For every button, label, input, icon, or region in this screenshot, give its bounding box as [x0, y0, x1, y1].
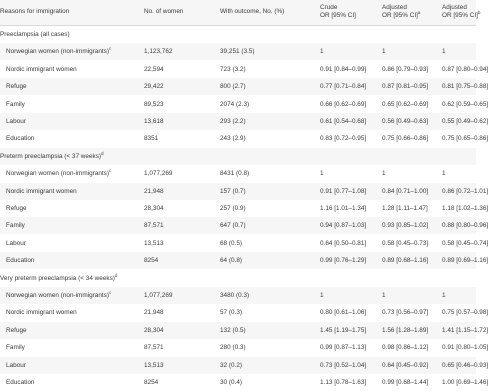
- row-label: Norwegian women (non-immigrants)$^c$: [6, 46, 112, 56]
- outcome-count: 68 (0.5): [220, 239, 243, 247]
- crude-or: 1.45 [1.19–1.75]: [320, 326, 367, 334]
- table-row: [0, 183, 488, 200]
- row-label: Norwegian women (non-immigrants)$^c$: [6, 168, 112, 178]
- crude-or: 0.99 [0.76–1.29]: [320, 257, 367, 265]
- header-crude-or: OR [95% CI]: [320, 12, 356, 19]
- adjusted-or-b: 1: [442, 170, 446, 178]
- adjusted-or-b: 0.75 [0.57–0.98]: [442, 309, 488, 317]
- table-row: [0, 357, 488, 374]
- table-row: [0, 322, 488, 339]
- row-label: Nordic immigrant women: [6, 65, 77, 73]
- women-count: 13,618: [144, 118, 164, 125]
- outcome-count: 30 (0.4): [220, 379, 243, 386]
- table-row: [0, 113, 488, 130]
- header-reasons: Reasons for immigration: [0, 8, 70, 15]
- outcome-count: 3480 (0.3): [220, 292, 250, 299]
- header-adjusted-b-or: OR [95% CI]$^b$: [442, 9, 481, 19]
- crude-or: 0.83 [0.72–0.95]: [320, 135, 367, 143]
- adjusted-or-a: 1: [382, 170, 386, 178]
- table-row: [0, 96, 488, 113]
- row-label: Labour: [6, 118, 26, 125]
- row-label: Education: [6, 135, 35, 143]
- adjusted-or-b: 0.91 [0.80–1.05]: [442, 344, 488, 352]
- header-with-outcome: With outcome, No. (%): [220, 8, 285, 15]
- adjusted-or-b: 0.62 [0.59–0.65]: [442, 100, 488, 108]
- table-row: [0, 339, 488, 356]
- adjusted-or-b: 0.86 [0.72–1.01]: [442, 187, 488, 195]
- row-label: Nordic immigrant women: [6, 309, 77, 317]
- adjusted-or-b: 1.41 [1.15–1.72]: [442, 326, 488, 334]
- women-count: 87,571: [144, 222, 164, 230]
- row-label: Refuge: [6, 83, 27, 91]
- row-label: Family: [6, 222, 25, 230]
- crude-or: 0.64 [0.50–0.81]: [320, 239, 367, 247]
- row-label: Education: [6, 379, 35, 386]
- adjusted-or-b: 0.88 [0.80–0.96]: [442, 222, 488, 230]
- adjusted-or-b: 0.81 [0.75–0.88]: [442, 83, 488, 91]
- outcome-count: 64 (0.8): [220, 257, 243, 265]
- crude-or: 0.91 [0.84–0.99]: [320, 65, 367, 73]
- adjusted-or-b: 1.00 [0.69–1.46]: [442, 379, 488, 386]
- adjusted-or-b: 0.87 [0.80–0.94]: [442, 65, 488, 73]
- women-count: 13,513: [144, 361, 164, 369]
- adjusted-or-a: 1.56 [1.28–1.89]: [382, 326, 429, 334]
- outcome-count: 157 (0.7): [220, 187, 246, 195]
- row-label: Refuge: [6, 326, 27, 334]
- header-adjusted-a: Adjusted: [382, 4, 407, 11]
- row-label: Education: [6, 257, 35, 265]
- table-row: [0, 78, 488, 95]
- adjusted-or-a: 0.84 [0.71–1.00]: [382, 187, 429, 195]
- crude-or: 0.99 [0.87–1.13]: [320, 344, 367, 352]
- adjusted-or-b: 1.18 [1.02–1.36]: [442, 205, 488, 212]
- women-count: 8254: [144, 379, 159, 386]
- row-label: Labour: [6, 361, 26, 369]
- row-label: Labour: [6, 239, 26, 247]
- adjusted-or-a: 0.86 [0.79–0.93]: [382, 65, 429, 73]
- adjusted-or-a: 0.64 [0.45–0.92]: [382, 361, 429, 369]
- outcome-count: 723 (3.2): [220, 65, 246, 73]
- row-label: Refuge: [6, 205, 27, 212]
- adjusted-or-a: 0.89 [0.68–1.16]: [382, 257, 429, 265]
- section-label: Preterm preeclampsia (< 37 weeks)$^d$: [0, 150, 104, 160]
- crude-or: 0.73 [0.52–1.04]: [320, 361, 367, 369]
- row-label: Nordic immigrant women: [6, 187, 77, 195]
- outcome-count: 800 (2.7): [220, 83, 246, 91]
- table-row: [0, 43, 476, 60]
- header-adjusted-a-or: OR [95% CI]$^a$: [382, 9, 421, 19]
- table-row: [0, 200, 488, 217]
- women-count: 13,513: [144, 239, 164, 247]
- outcome-count: 57 (0.3): [220, 309, 243, 317]
- women-count: 22,594: [144, 65, 164, 73]
- women-count: 1,077,269: [144, 170, 173, 178]
- outcome-count: 8431 (0.8): [220, 170, 250, 178]
- adjusted-or-a: 0.93 [0.85–1.02]: [382, 222, 429, 230]
- table-row: [0, 374, 488, 391]
- crude-or: 0.91 [0.77–1.08]: [320, 187, 367, 195]
- adjusted-or-a: 0.75 [0.66–0.86]: [382, 135, 429, 143]
- section-row: [0, 26, 476, 43]
- table-row: [0, 217, 488, 234]
- table-row: [0, 61, 488, 78]
- women-count: 28,304: [144, 326, 164, 334]
- adjusted-or-b: 0.75 [0.65–0.86]: [442, 135, 488, 143]
- crude-or: 1.13 [0.78–1.63]: [320, 379, 367, 386]
- adjusted-or-a: 0.99 [0.68–1.44]: [382, 379, 429, 386]
- adjusted-or-a: 0.73 [0.56–0.97]: [382, 309, 429, 317]
- adjusted-or-b: 0.58 [0.45–0.74]: [442, 239, 488, 247]
- header-adjusted-b: Adjusted: [442, 4, 467, 11]
- women-count: 21,948: [144, 309, 164, 317]
- outcome-count: 32 (0.2): [220, 361, 243, 369]
- section-label: Very preterm preeclampsia (< 34 weeks)$^d$: [0, 272, 118, 282]
- table-row: [0, 252, 488, 269]
- crude-or: 0.66 [0.62–0.69]: [320, 100, 367, 108]
- table-row: [0, 287, 476, 304]
- row-label: Family: [6, 100, 25, 108]
- row-label: Norwegian women (non-immigrants)$^c$: [6, 289, 112, 299]
- women-count: 87,571: [144, 344, 164, 352]
- adjusted-or-a: 1.28 [1.11–1.47]: [382, 205, 428, 212]
- crude-or: 1: [320, 170, 324, 178]
- women-count: 8351: [144, 135, 159, 143]
- adjusted-or-a: 0.56 [0.49–0.63]: [382, 118, 429, 125]
- women-count: 28,304: [144, 205, 164, 212]
- table-row: [0, 235, 488, 252]
- crude-or: 0.61 [0.54–0.68]: [320, 118, 367, 125]
- outcome-count: 647 (0.7): [220, 222, 246, 230]
- section-label: Preeclampsia (all cases): [0, 31, 70, 38]
- adjusted-or-b: 1: [442, 48, 446, 56]
- table-header: [0, 0, 481, 25]
- adjusted-or-a: 1: [382, 48, 386, 56]
- outcome-count: 280 (0.3): [220, 344, 246, 352]
- crude-or: 1: [320, 48, 324, 56]
- crude-or: 0.94 [0.87–1.03]: [320, 222, 367, 230]
- women-count: 8254: [144, 257, 159, 265]
- adjusted-or-b: 0.55 [0.49–0.62]: [442, 118, 488, 125]
- adjusted-or-a: 1: [382, 292, 386, 299]
- outcome-count: 39,251 (3.5): [220, 48, 255, 56]
- adjusted-or-b: 0.65 [0.46–0.93]: [442, 361, 488, 369]
- women-count: 1,077,269: [144, 292, 173, 299]
- section-row: [0, 270, 476, 287]
- adjusted-or-a: 0.65 [0.62–0.69]: [382, 100, 429, 108]
- adjusted-or-b: 1: [442, 292, 446, 299]
- adjusted-or-a: 0.58 [0.45–0.73]: [382, 239, 429, 247]
- adjusted-or-b: 0.89 [0.69–1.16]: [442, 257, 488, 265]
- outcome-count: 243 (2.9): [220, 135, 246, 143]
- header-crude: Crude: [320, 4, 338, 11]
- row-label: Family: [6, 344, 25, 352]
- outcome-count: 132 (0.5): [220, 326, 246, 334]
- adjusted-or-a: 0.87 [0.81–0.95]: [382, 83, 429, 91]
- header-no-of-women: No. of women: [144, 8, 184, 15]
- table-row: [0, 304, 488, 321]
- women-count: 21,948: [144, 187, 164, 195]
- section-row: [0, 148, 476, 165]
- women-count: 1,123,762: [144, 48, 173, 56]
- crude-or: 0.77 [0.71–0.84]: [320, 83, 367, 91]
- crude-or: 1: [320, 292, 324, 299]
- outcome-count: 2074 (2.3): [220, 100, 250, 108]
- adjusted-or-a: 0.98 [0.86–1.12]: [382, 344, 429, 352]
- women-count: 89,523: [144, 100, 164, 108]
- crude-or: 1.16 [1.01–1.34]: [320, 205, 367, 212]
- crude-or: 0.80 [0.61–1.06]: [320, 309, 367, 317]
- table-row: [0, 130, 488, 147]
- outcome-count: 293 (2.2): [220, 118, 246, 125]
- outcome-count: 257 (0.9): [220, 205, 246, 212]
- women-count: 29,422: [144, 83, 164, 91]
- table-row: [0, 165, 476, 182]
